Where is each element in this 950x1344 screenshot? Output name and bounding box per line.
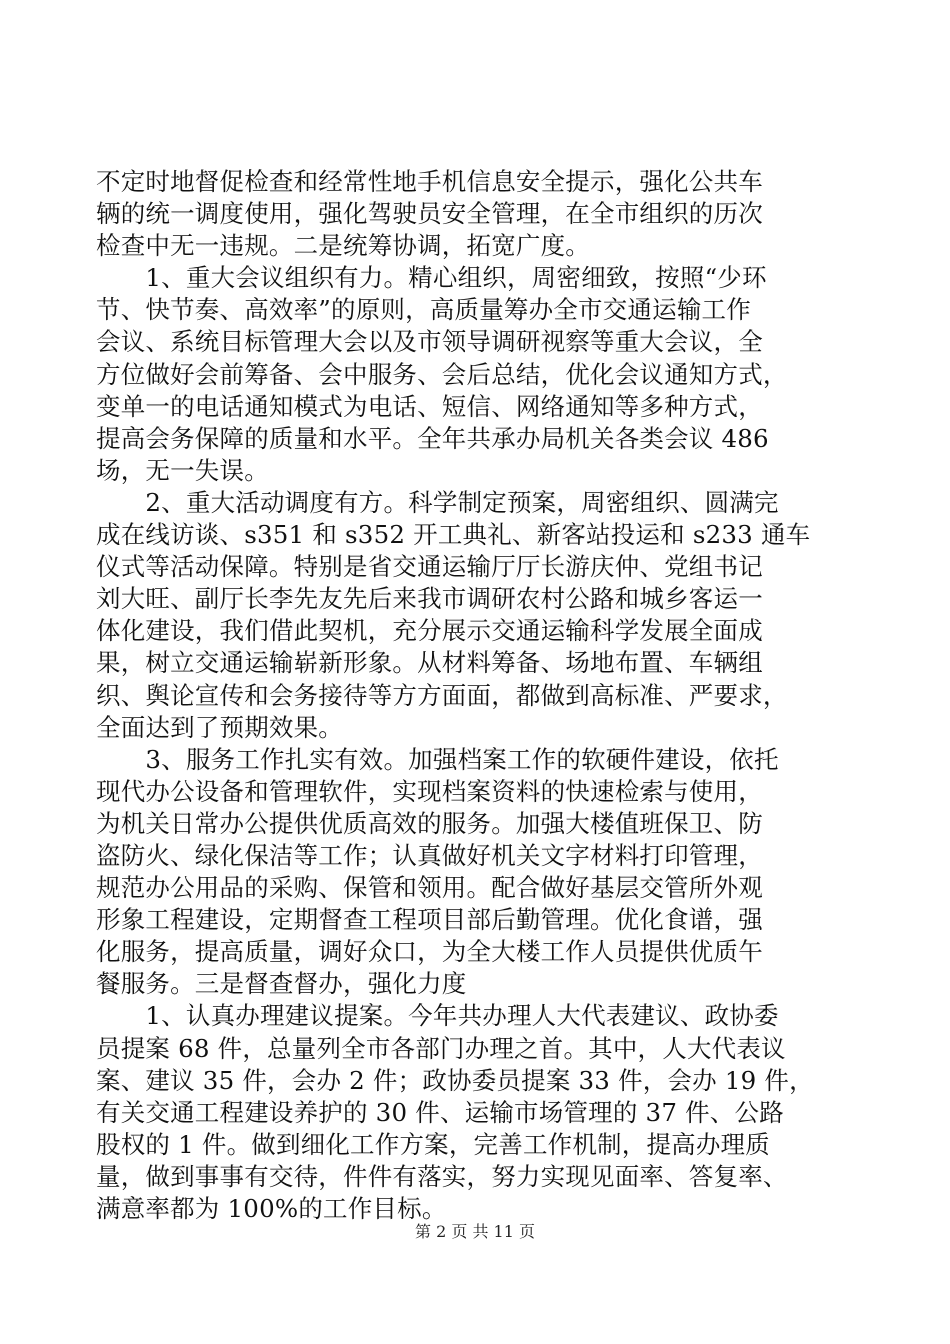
text-line: 会议、系统目标管理大会以及市领导调研视察等重大会议，全 xyxy=(96,327,763,357)
text-line: 形象工程建设，定期督查工程项目部后勤管理。优化食谱，强 xyxy=(96,905,763,935)
text-line: 满意率都为 100%的工作目标。 xyxy=(96,1194,447,1223)
text-line: 织、舆论宣传和会务接待等方方面面，都做到高标准、严要求， xyxy=(96,680,788,710)
text-line: 为机关日常办公提供优质高效的服务。加强大楼值班保卫、防 xyxy=(96,808,763,838)
text-line: 方位做好会前筹备、会中服务、会后总结，优化会议通知方式， xyxy=(96,359,788,389)
text-line: 员提案 68 件，总量列全市各部门办理之首。其中，人大代表议 xyxy=(96,1033,786,1063)
text-line: 变单一的电话通知模式为电话、短信、网络通知等多种方式， xyxy=(96,391,763,421)
text-line: 果，树立交通运输崭新形象。从材料筹备、场地布置、车辆组 xyxy=(96,648,763,678)
text-line: 3、服务工作扎实有效。加强档案工作的软硬件建设，依托 xyxy=(96,744,779,774)
text-line: 体化建设，我们借此契机，充分展示交通运输科学发展全面成 xyxy=(96,616,763,646)
text-line: 盗防火、绿化保洁等工作；认真做好机关文字材料打印管理， xyxy=(96,840,763,870)
text-line: 1、认真办理建议提案。今年共办理人大代表建议、政协委 xyxy=(96,1001,779,1031)
text-line: 量，做到事事有交待，件件有落实，努力实现见面率、答复率、 xyxy=(96,1161,788,1191)
text-line: 检查中无一违规。二是统筹协调，拓宽广度。 xyxy=(96,231,590,261)
text-line: 股权的 1 件。做到细化工作方案，完善工作机制，提高办理质 xyxy=(96,1129,770,1159)
text-line: 餐服务。三是督查督办，强化力度 xyxy=(96,969,467,999)
text-line: 仪式等活动保障。特别是省交通运输厅厅长游庆仲、党组书记 xyxy=(96,552,763,582)
text-line: 1、重大会议组织有力。精心组织，周密细致，按照“少环 xyxy=(96,263,767,293)
text-line: 现代办公设备和管理软件，实现档案资料的快速检索与使用， xyxy=(96,776,763,806)
body-text xyxy=(96,166,856,1225)
text-line: 2、重大活动调度有方。科学制定预案，周密组织、圆满完 xyxy=(96,487,779,517)
text-line: 辆的统一调度使用，强化驾驶员安全管理，在全市组织的历次 xyxy=(96,199,763,229)
text-line: 提高会务保障的质量和水平。全年共承办局机关各类会议 486 xyxy=(96,423,769,453)
text-line: 节、快节奏、高效率”的原则，高质量筹办全市交通运输工作 xyxy=(96,295,751,325)
text-line: 成在线访谈、s351 和 s352 开工典礼、新客站投运和 s233 通车 xyxy=(96,520,811,550)
text-line: 化服务，提高质量，调好众口，为全大楼工作人员提供优质午 xyxy=(96,937,763,967)
text-line: 不定时地督促检查和经常性地手机信息安全提示，强化公共车 xyxy=(96,167,763,196)
text-line: 全面达到了预期效果。 xyxy=(96,712,343,742)
text-line: 场，无一失误。 xyxy=(96,455,269,485)
page-footer: 第 2 页 共 11 页 xyxy=(415,1222,535,1241)
text-line: 规范办公用品的采购、保管和领用。配合做好基层交管所外观 xyxy=(96,873,763,903)
text-line: 案、建议 35 件，会办 2 件；政协委员提案 33 件，会办 19 件， xyxy=(96,1065,814,1095)
text-line: 刘大旺、副厅长李先友先后来我市调研农村公路和城乡客运一 xyxy=(96,584,763,614)
text-line: 有关交通工程建设养护的 30 件、运输市场管理的 37 件、公路 xyxy=(96,1097,784,1127)
